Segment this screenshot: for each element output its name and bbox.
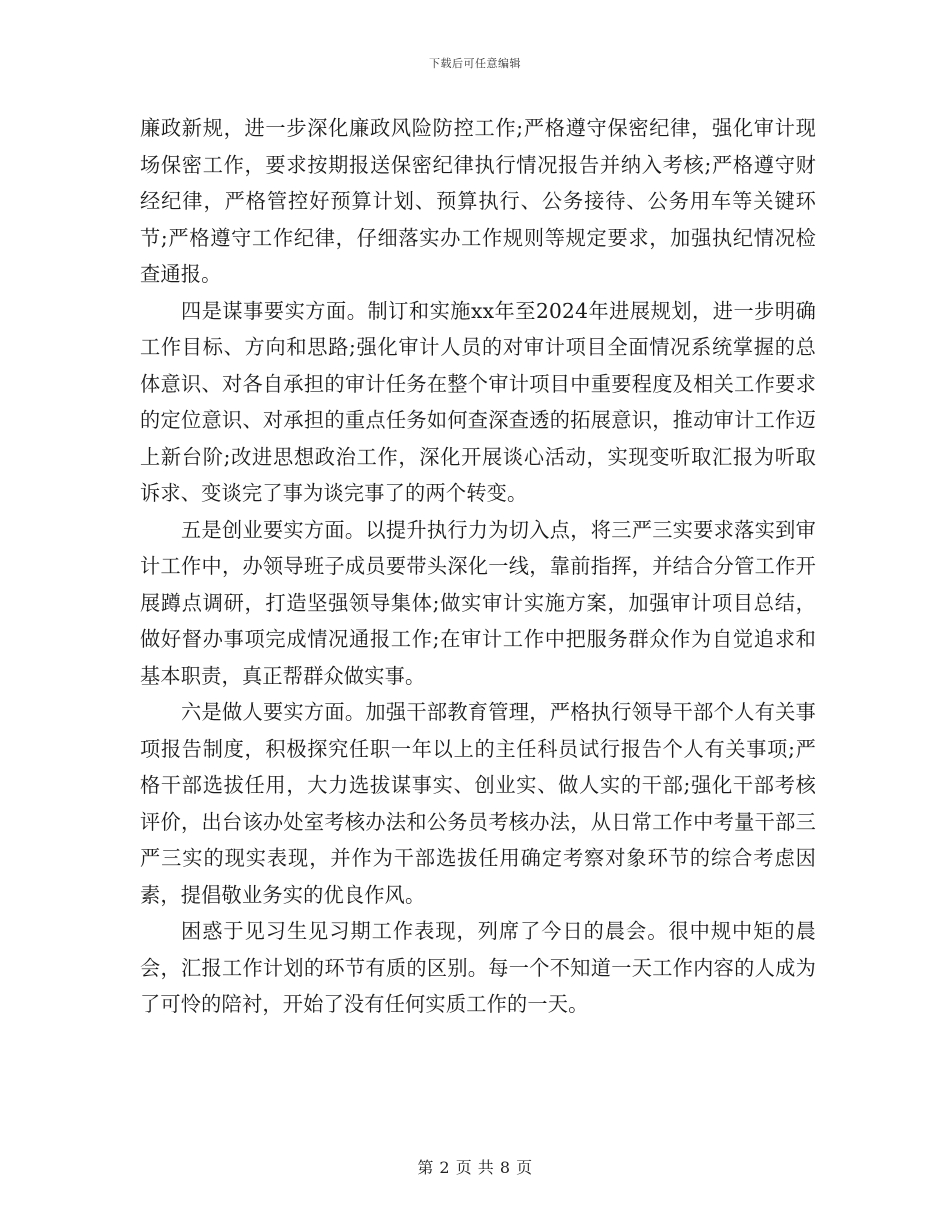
page-number-footer: 第 2 页 共 8 页 xyxy=(417,1158,533,1177)
paragraph-6: 六是做人要实方面。加强干部教育管理，严格执行领导干部个人有关事项报告制度，积极探究任职一年以上的主任科员试行报告个人有关事项;严格干部选拔任用，大力选拔谋事实、创业实、做人实的干部;强化干部考核评价，出台该办处室考核办法和公务员考核办法，从日常工作中考量干部三严三实的现实表现，并作为干部选拔任用确定考察对象环节的综合考虑因素，提倡敬业务实的优良作风。 xyxy=(140,700,816,907)
paragraph-4: 四是谋事要实方面。制订和实施xx年至2024年进展规划，进一步明确工作目标、方向和思路;强化审计人员的对审计项目全面情况系统掌握的总体意识、对各自承担的审计任务在整个审计项目中重要程度及相关工作要求的定位意识、对承担的重点任务如何查深查透的拓展意识，推动审计工作迈上新台阶;改进思想政治工作，深化开展谈心活动，实现变听取汇报为听取诉求、变谈完了事为谈完事了的两个转变。 xyxy=(140,298,816,505)
document-body xyxy=(140,110,816,1023)
paragraph-continuation: 廉政新规，进一步深化廉政风险防控工作;严格遵守保密纪律，强化审计现场保密工作，要求按期报送保密纪律执行情况报告并纳入考核;严格遵守财经纪律，严格管控好预算计划、预算执行、公务接待、公务用车等关键环节;严格遵守工作纪律，仔细落实办工作规则等规定要求，加强执纪情况检查通报。 xyxy=(140,116,816,286)
header-note: 下载后可任意编辑 xyxy=(429,57,521,70)
paragraph-7: 困惑于见习生见习期工作表现，列席了今日的晨会。很中规中矩的晨会，汇报工作计划的环节有质的区别。每一个不知道一天工作内容的人成为了可怜的陪衬，开始了没有任何实质工作的一天。 xyxy=(140,919,816,1016)
paragraph-5: 五是创业要实方面。以提升执行力为切入点，将三严三实要求落实到审计工作中，办领导班子成员要带头深化一线，靠前指挥，并结合分管工作开展蹲点调研，打造坚强领导集体;做实审计实施方案，加强审计项目总结，做好督办事项完成情况通报工作;在审计工作中把服务群众作为自觉追求和基本职责，真正帮群众做实事。 xyxy=(140,517,816,688)
